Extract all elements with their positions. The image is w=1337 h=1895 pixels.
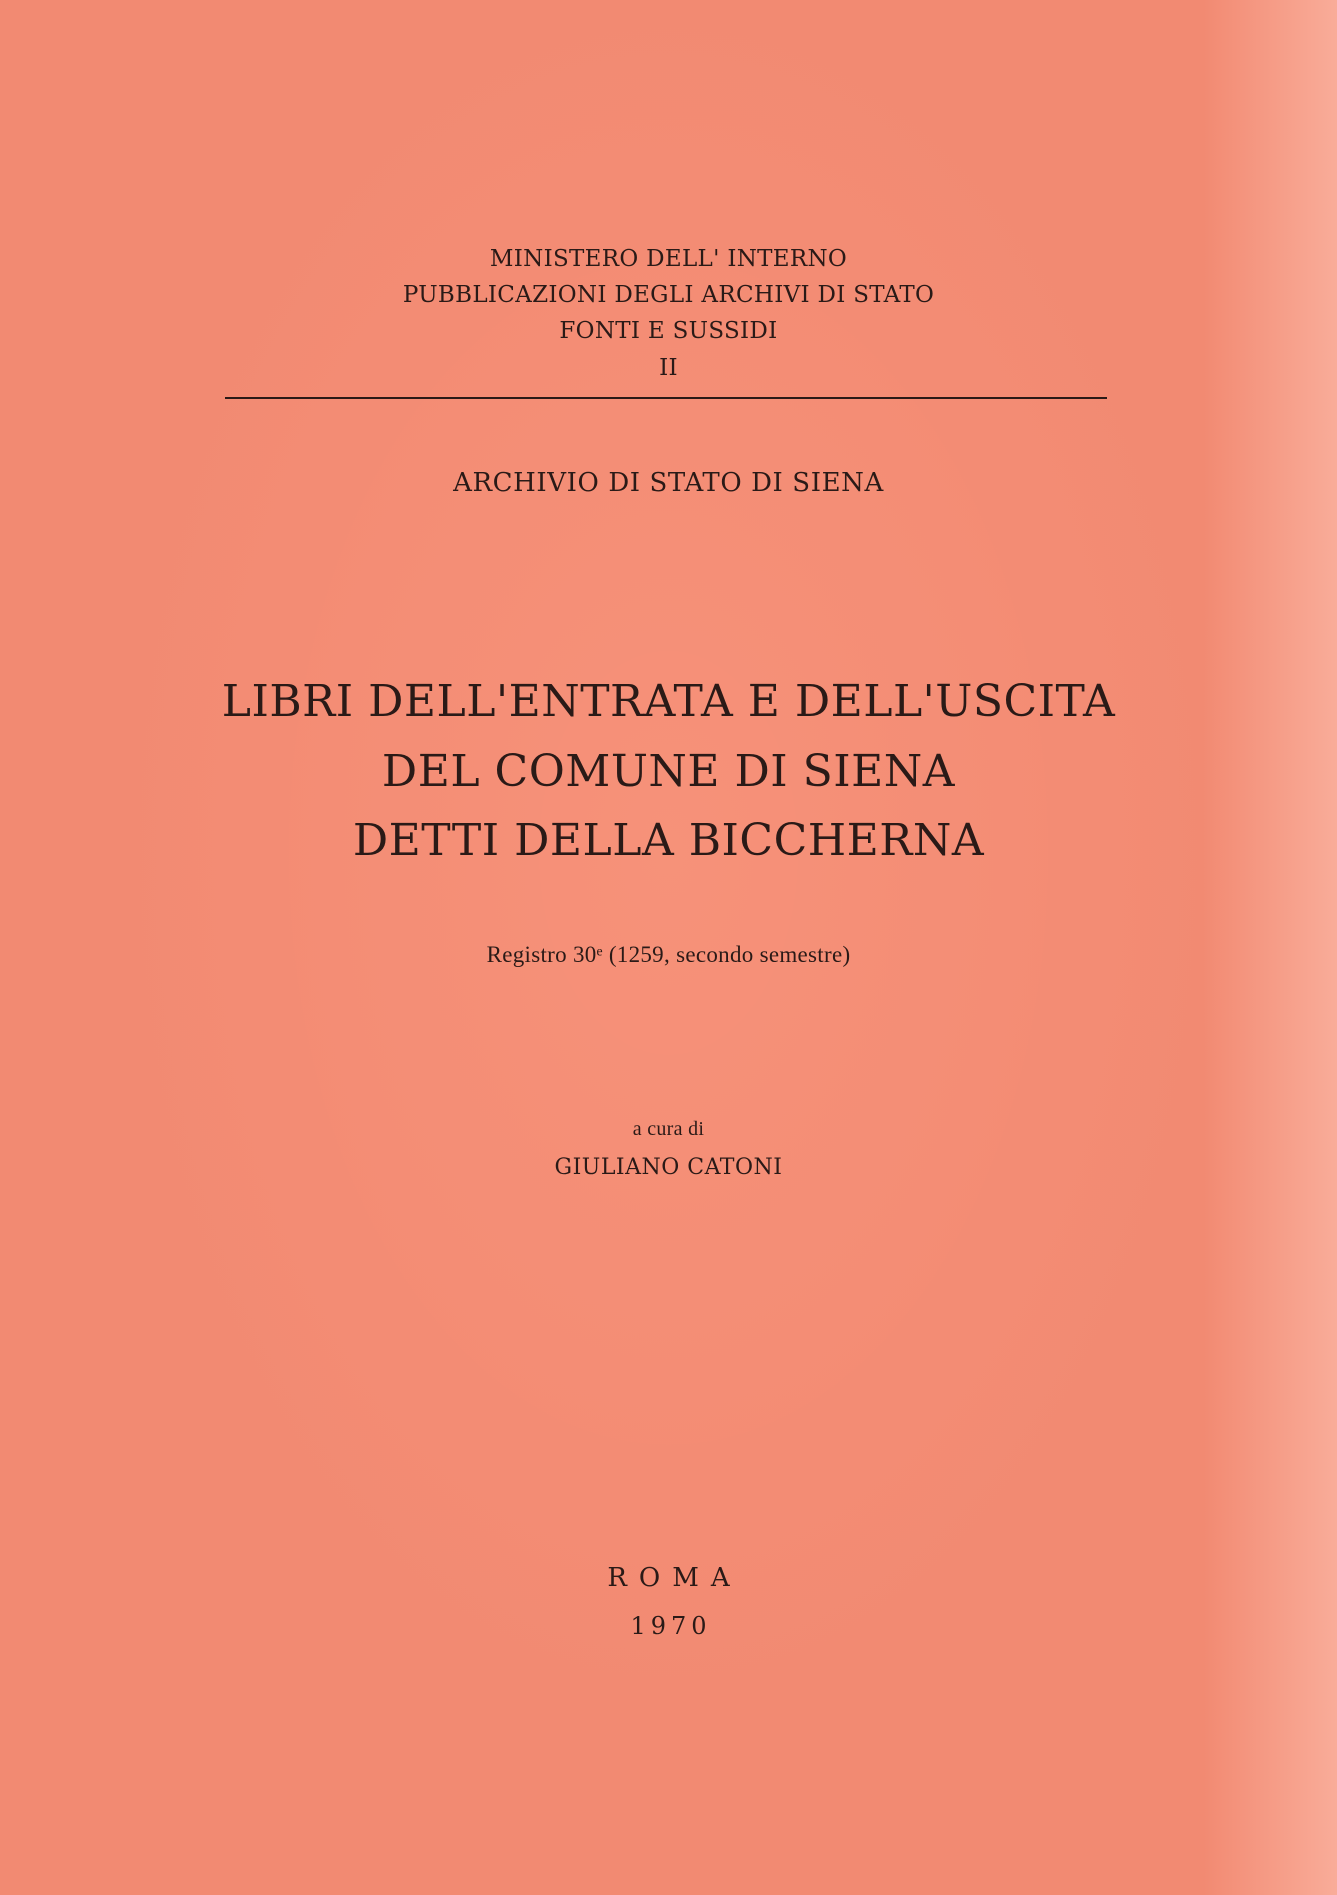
editor-name: GIULIANO CATONI	[554, 1155, 783, 1180]
series-ministry: MINISTERO DELL' INTERNO	[489, 246, 848, 272]
title-line-2: DEL COMUNE DI SIENA	[381, 746, 956, 797]
series-collection: FONTI E SUSSIDI	[559, 318, 778, 344]
title-line-3: DETTI DELLA BICCHERNA	[352, 815, 985, 866]
imprint-year: 1970	[630, 1612, 712, 1640]
title-line-1: LIBRI DELL'ENTRATA E DELL'USCITA	[221, 676, 1116, 727]
series-volume-number: II	[659, 355, 678, 381]
imprint-place: ROMA	[607, 1563, 742, 1593]
archive-name: ARCHIVIO DI STATO DI SIENA	[453, 468, 884, 498]
register-subtitle: Registro 30ᵉ (1259, secondo semestre)	[486, 942, 851, 967]
horizontal-divider	[225, 397, 1107, 399]
editor-intro: a cura di	[632, 1118, 705, 1140]
series-publications: PUBBLICAZIONI DEGLI ARCHIVI DI STATO	[402, 282, 935, 308]
